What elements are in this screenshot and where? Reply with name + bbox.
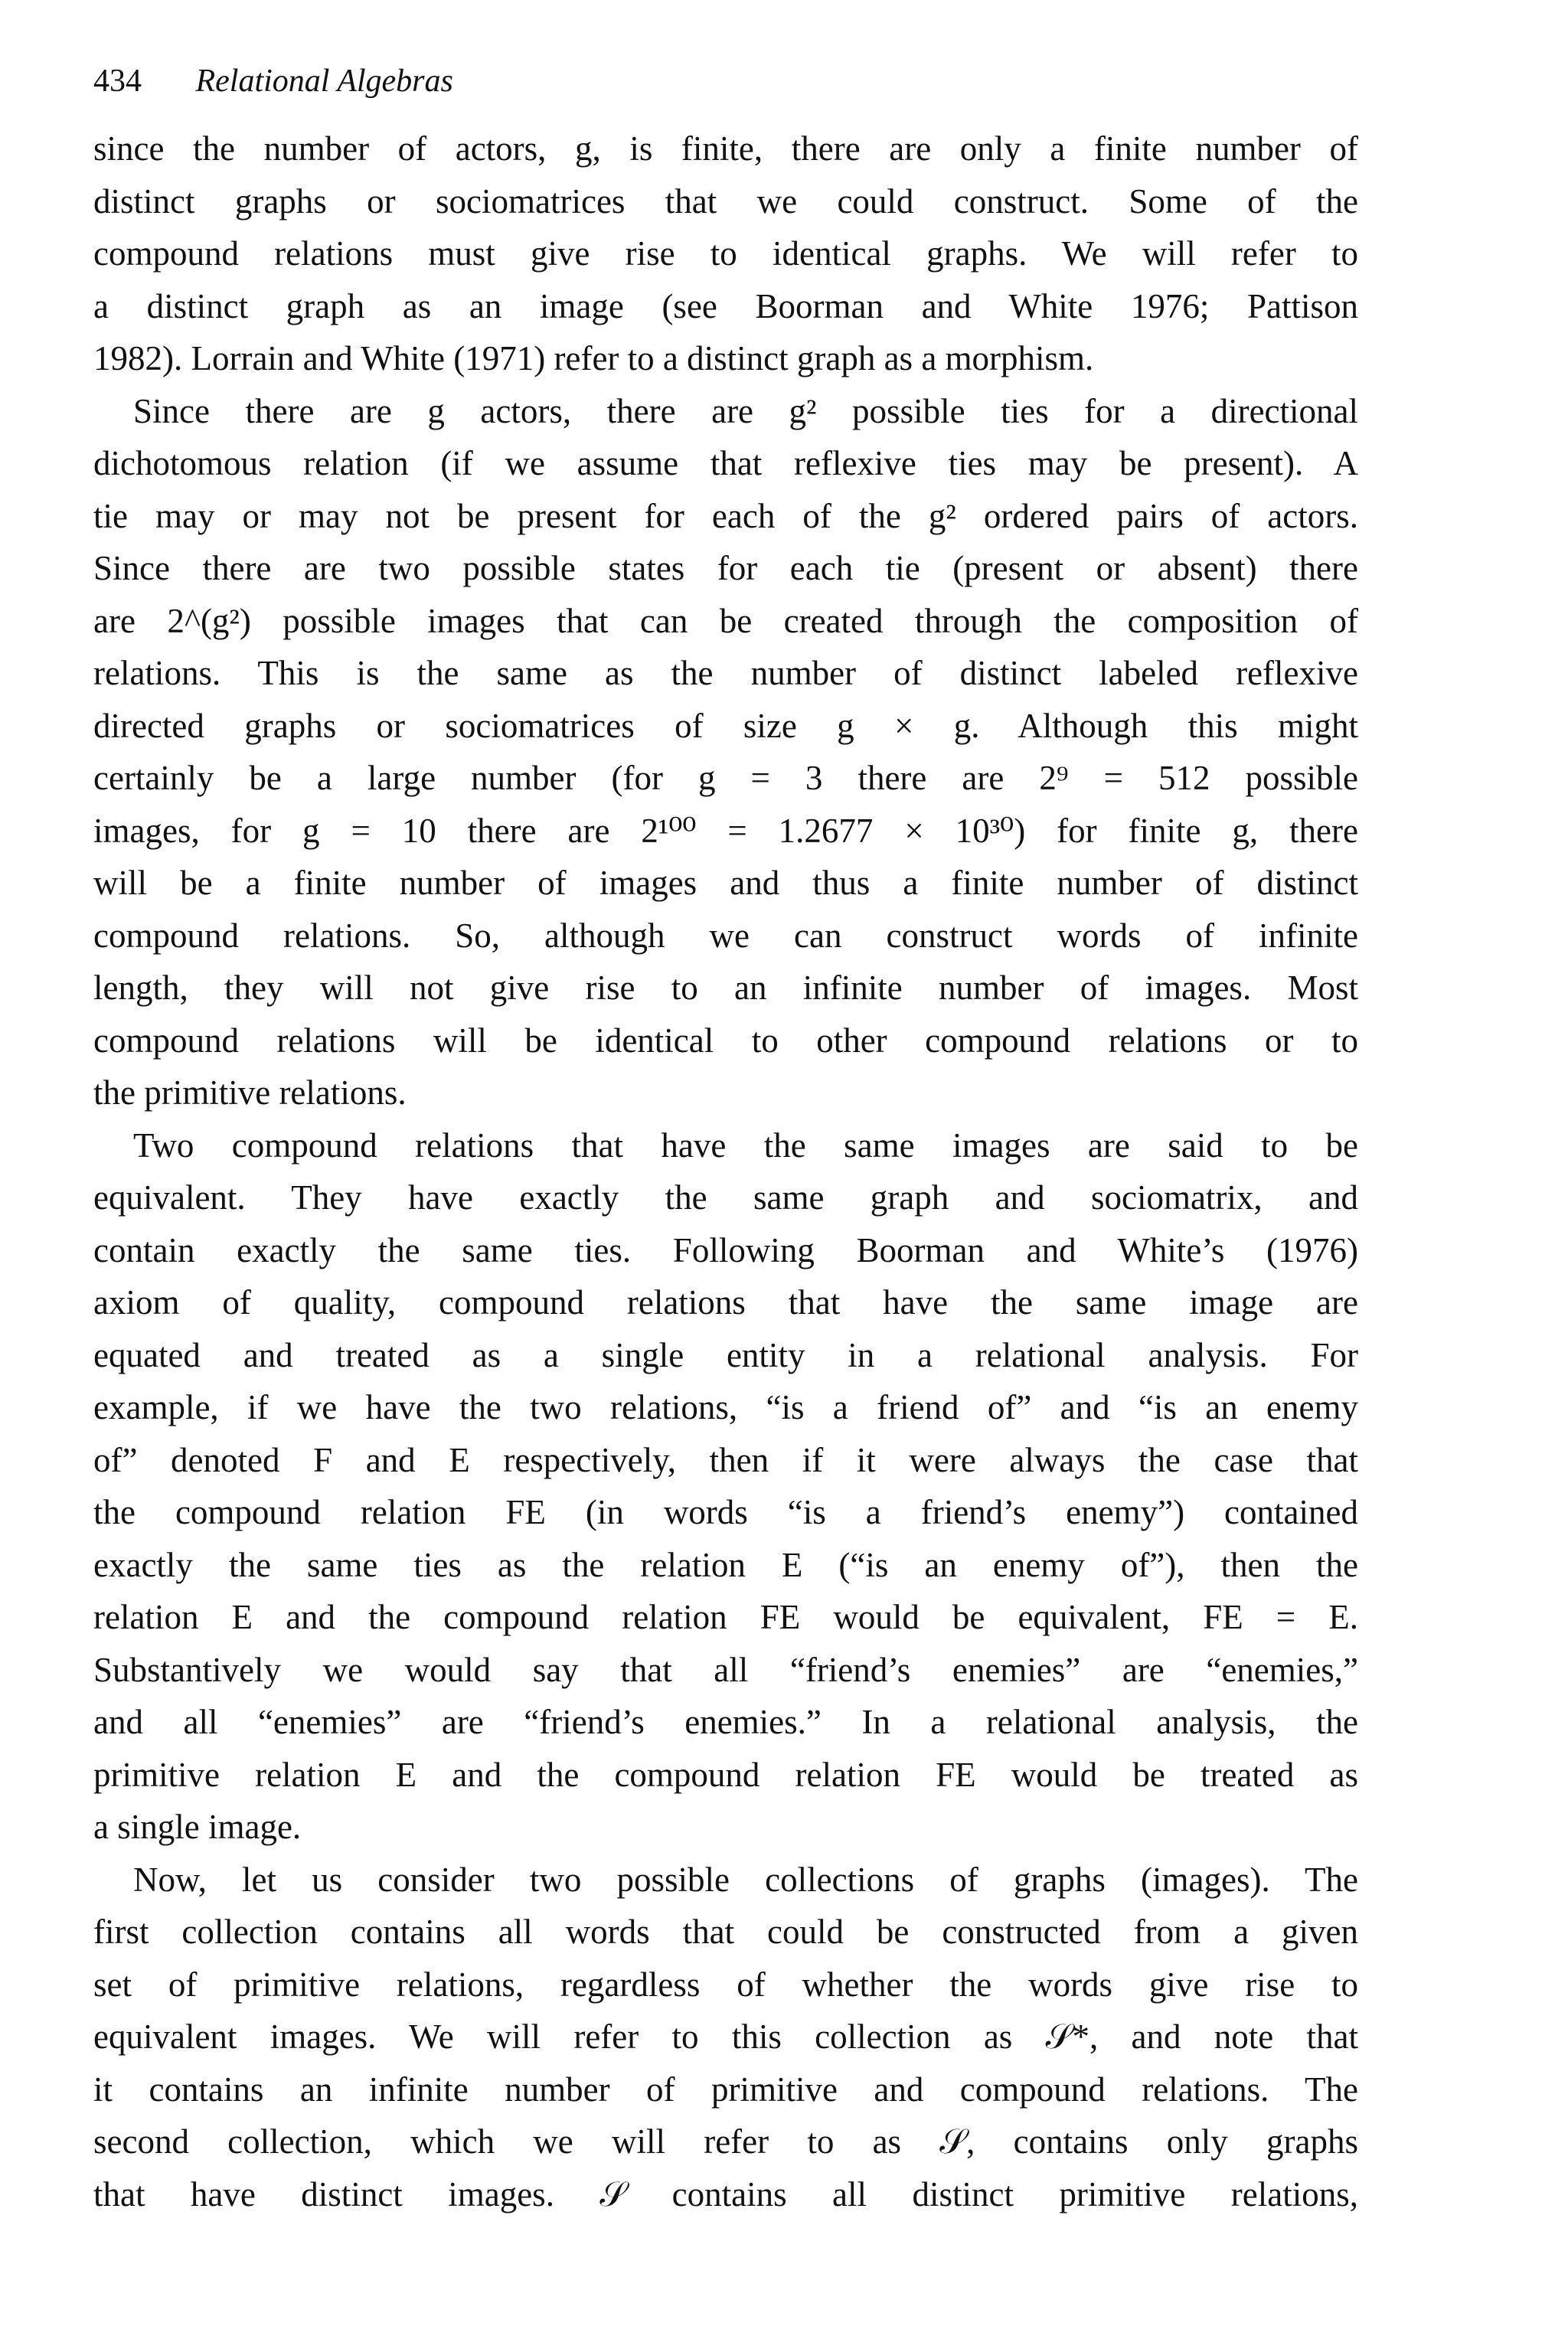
paragraph-3 <box>93 1119 1358 1854</box>
text-line: images, for g = 10 there are 2¹⁰⁰ = 1.2677 × 10³⁰) for finite g, there <box>93 811 1358 850</box>
text-line: tie may or may not be present for each of the g² ordered pairs of actors. <box>93 496 1358 535</box>
text-line: contain exactly the same ties. Following Boorman and White’s (1976) <box>93 1230 1358 1269</box>
running-head <box>93 60 1358 103</box>
text-line: distinct graphs or sociomatrices that we could construct. Some of the <box>93 181 1358 221</box>
text-line: directed graphs or sociomatrices of size g × g. Although this might <box>93 706 1358 745</box>
text-line: a single image. <box>93 1808 302 1846</box>
book-page <box>93 60 1358 2220</box>
text-line: exactly the same ties as the relation E (“is an enemy of”), then the <box>93 1545 1358 1584</box>
text-line: axiom of quality, compound relations that have the same image are <box>93 1283 1358 1322</box>
text-line: a distinct graph as an image (see Boorman and White 1976; Pattison <box>93 286 1358 325</box>
text-line: set of primitive relations, regardless of whether the words give rise to <box>93 1965 1358 2004</box>
text-line: Since there are g actors, there are g² possible ties for a directional <box>133 391 1358 430</box>
text-line: Substantively we would say that all “friend’s enemies” are “enemies,” <box>93 1650 1358 1689</box>
text-line: relation E and the compound relation FE would be equivalent, FE = E. <box>93 1598 1358 1636</box>
text-line: compound relations must give rise to identical graphs. We will refer to <box>93 234 1358 273</box>
text-line: compound relations will be identical to other compound relations or to <box>93 1021 1358 1060</box>
text-line: compound relations. So, although we can construct words of infinite <box>93 916 1358 955</box>
text-line: the compound relation FE (in words “is a friend’s enemy”) contained <box>93 1493 1358 1531</box>
text-line: equivalent. They have exactly the same graph and sociomatrix, and <box>93 1178 1358 1217</box>
page-number: 434 <box>93 64 142 99</box>
text-line: certainly be a large number (for g = 3 there are 2⁹ = 512 possible <box>93 759 1358 797</box>
paragraph-1 <box>93 123 1358 385</box>
text-line: will be a finite number of images and thus a finite number of distinct <box>93 864 1358 902</box>
text-line: since the number of actors, g, is finite, there are only a finite number of <box>93 129 1358 168</box>
text-line: second collection, which we will refer to as 𝒮, contains only graphs <box>93 2122 1358 2161</box>
text-line: of” denoted F and E respectively, then if it were always the case that <box>93 1440 1358 1479</box>
text-line: are 2^(g²) possible images that can be created through the composition of <box>93 601 1358 640</box>
paragraph-2 <box>93 385 1358 1119</box>
paragraph-4 <box>93 1854 1358 2221</box>
text-line: example, if we have the two relations, “is a friend of” and “is an enemy <box>93 1388 1358 1426</box>
text-line: the primitive relations. <box>93 1073 407 1112</box>
text-line: primitive relation E and the compound relation FE would be treated as <box>93 1755 1358 1794</box>
text-line: relations. This is the same as the number of distinct labeled reflexive <box>93 654 1358 692</box>
text-line: and all “enemies” are “friend’s enemies.” In a relational analysis, the <box>93 1703 1358 1741</box>
text-line: Now, let us consider two possible collections of graphs (images). The <box>133 1860 1358 1899</box>
text-line: Since there are two possible states for each tie (present or absent) there <box>93 549 1358 587</box>
text-line: length, they will not give rise to an infinite number of images. Most <box>93 969 1358 1007</box>
text-line: it contains an infinite number of primitive and compound relations. The <box>93 2070 1358 2109</box>
text-line: Two compound relations that have the same images are said to be <box>133 1126 1358 1165</box>
text-line: that have distinct images. 𝒮 contains all distinct primitive relations, <box>93 2174 1358 2213</box>
running-title: Relational Algebras <box>195 64 453 99</box>
text-line: equivalent images. We will refer to this collection as 𝒮*, and note that <box>93 2017 1358 2056</box>
text-line: 1982). Lorrain and White (1971) refer to a distinct graph as a morphism. <box>93 339 1094 377</box>
text-line: equated and treated as a single entity in a relational analysis. For <box>93 1335 1358 1374</box>
text-line: first collection contains all words that could be constructed from a given <box>93 1913 1358 1951</box>
text-line: dichotomous relation (if we assume that reflexive ties may be present). A <box>93 444 1358 482</box>
